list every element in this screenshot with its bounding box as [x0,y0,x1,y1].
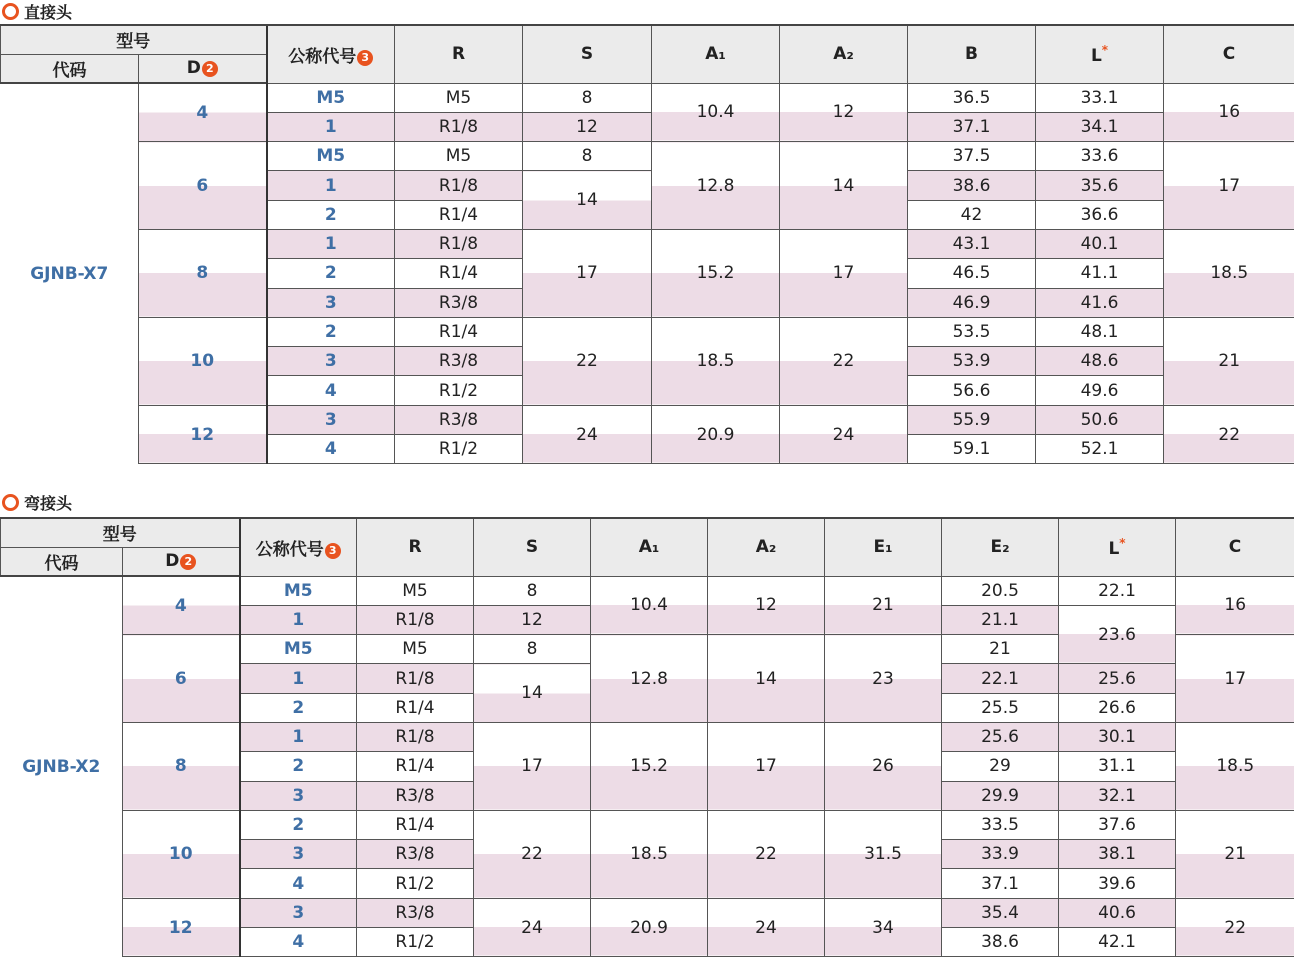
header-col-label: A₁ [705,44,726,65]
nominal-code: 1 [267,171,395,200]
dim-b: 43.1 [908,229,1036,258]
thread-r: R3/8 [357,781,474,810]
diameter-d: 10 [123,810,240,898]
dim-s: 12 [474,605,591,634]
header-code: 代码 [1,54,139,83]
dim-a2: 24 [780,405,908,464]
dim-l: 33.6 [1036,142,1164,171]
dim-l: 32.1 [1059,781,1176,810]
dim-a1: 20.9 [591,898,708,957]
header-model-group: 型号 [1,25,267,54]
dim-c: 21 [1176,810,1294,898]
dim-l: 40.1 [1036,229,1164,258]
dim-e2: 33.5 [942,810,1059,839]
dim-a2: 12 [708,576,825,635]
dim-b: 55.9 [908,405,1036,434]
dim-s: 14 [523,171,652,230]
dim-e1: 26 [825,722,942,810]
header-col-label: C [1228,537,1242,558]
header-col-2 [591,518,708,576]
header-nominal-code [240,518,357,576]
nominal-code: M5 [267,83,395,112]
thread-r: R1/2 [395,435,523,464]
thread-r: R1/4 [395,317,523,346]
dim-c: 17 [1176,635,1294,723]
dim-l: 26.6 [1059,693,1176,722]
circle-bullet-icon [2,494,19,511]
nominal-code: 3 [240,898,357,927]
header-col-4 [908,25,1036,83]
dim-a1: 18.5 [591,810,708,898]
dim-e1: 21 [825,576,942,635]
dim-s: 24 [474,898,591,957]
header-col-label: R [451,44,466,65]
dim-l: 48.6 [1036,347,1164,376]
dim-c: 22 [1164,405,1294,464]
dim-e1: 31.5 [825,810,942,898]
dim-e1: 34 [825,898,942,957]
header-col-2 [652,25,780,83]
header-code: 代码 [1,547,123,576]
dim-l: 39.6 [1059,869,1176,898]
header-col-6 [1059,518,1176,576]
dim-a1: 18.5 [652,317,780,405]
thread-r: R1/8 [357,722,474,751]
header-col-label: S [580,44,594,65]
nominal-code: M5 [240,635,357,664]
header-col-label: R [408,537,422,558]
dim-l: 40.6 [1059,898,1176,927]
header-d-label: D [186,58,201,79]
nominal-code: 1 [240,664,357,693]
thread-r: R3/8 [395,405,523,434]
dim-e1: 23 [825,635,942,723]
dim-e2: 29 [942,752,1059,781]
dim-c: 21 [1164,317,1294,405]
nominal-code: 1 [240,722,357,751]
dim-l: 36.6 [1036,200,1164,229]
thread-r: M5 [357,635,474,664]
dim-s: 8 [523,83,652,112]
nominal-code: 2 [240,693,357,722]
badge-2-icon: 2 [180,554,196,570]
dim-a2: 24 [708,898,825,957]
dim-c: 18.5 [1164,229,1294,317]
nominal-code: 4 [240,869,357,898]
thread-r: R1/2 [395,376,523,405]
nominal-code: 2 [267,317,395,346]
header-d-label: D [165,551,180,572]
circle-bullet-icon [2,3,19,20]
header-col-label: B [965,44,978,65]
dim-a1: 20.9 [652,405,780,464]
dim-b: 53.5 [908,317,1036,346]
thread-r: R3/8 [395,347,523,376]
table-row [1,722,1294,751]
thread-r: M5 [357,576,474,605]
header-col-label: S [525,537,539,558]
diameter-d: 12 [139,405,267,464]
header-col-3 [780,25,908,83]
thread-r: R3/8 [357,898,474,927]
dim-l: 41.6 [1036,288,1164,317]
thread-r: R1/2 [357,869,474,898]
nominal-code: 3 [240,840,357,869]
dim-l: 33.1 [1036,83,1164,112]
dim-c: 16 [1164,83,1294,142]
dim-a1: 15.2 [652,229,780,317]
dim-e2: 38.6 [942,928,1059,957]
dim-s: 8 [474,576,591,605]
header-col-4 [825,518,942,576]
nominal-code: 4 [267,435,395,464]
section-title-straight [2,0,72,22]
dim-c: 18.5 [1176,722,1294,810]
dim-a2: 22 [780,317,908,405]
header-col-1 [523,25,652,83]
dim-s: 17 [523,229,652,317]
header-nominal-label: 公称代号 [288,46,357,67]
header-nominal-label: 公称代号 [255,539,324,560]
dim-a1: 15.2 [591,722,708,810]
dim-a2: 12 [780,83,908,142]
thread-r: R3/8 [395,288,523,317]
nominal-code: 2 [240,810,357,839]
nominal-code: 3 [267,347,395,376]
table-row [1,142,1294,171]
dim-l: 41.1 [1036,259,1164,288]
nominal-code: 1 [267,229,395,258]
dim-a1: 10.4 [652,83,780,142]
dim-s: 8 [474,635,591,664]
table-row [1,810,1294,839]
dim-s: 14 [474,664,591,723]
dim-b: 36.5 [908,83,1036,112]
dim-l: 48.1 [1036,317,1164,346]
diameter-d: 6 [123,635,240,723]
header-nominal-code [267,25,395,83]
dim-a1: 10.4 [591,576,708,635]
dim-e2: 22.1 [942,664,1059,693]
dim-a2: 22 [708,810,825,898]
nominal-code: 3 [267,288,395,317]
dim-c: 17 [1164,142,1294,230]
dim-c: 22 [1176,898,1294,957]
header-col-5 [1036,25,1164,83]
dim-a2: 14 [780,142,908,230]
header-col-5 [942,518,1059,576]
diameter-d: 4 [123,576,240,635]
thread-r: R1/8 [357,664,474,693]
diameter-d: 6 [139,142,267,230]
dim-l: 34.1 [1036,112,1164,141]
nominal-code: 2 [267,200,395,229]
section-title-text: 弯接头 [24,493,73,513]
thread-r: R1/8 [395,171,523,200]
dim-s: 17 [474,722,591,810]
dim-s: 8 [523,142,652,171]
header-col-label: A₁ [638,537,660,558]
dim-c: 16 [1176,576,1294,635]
dim-a2: 17 [780,229,908,317]
header-col-label: A₂ [755,537,777,558]
table-row [1,405,1294,434]
dim-b: 37.1 [908,112,1036,141]
thread-r: R1/8 [357,605,474,634]
asterisk-icon: * [1119,535,1126,550]
thread-r: R1/4 [357,752,474,781]
dim-b: 46.9 [908,288,1036,317]
thread-r: R1/4 [357,810,474,839]
diameter-d: 10 [139,317,267,405]
dim-l: 35.6 [1036,171,1164,200]
header-col-3 [708,518,825,576]
diameter-d: 8 [123,722,240,810]
dim-b: 38.6 [908,171,1036,200]
model-code: GJNB-X2 [22,756,101,777]
dim-b: 46.5 [908,259,1036,288]
table-row [1,229,1294,258]
dim-l: 37.6 [1059,810,1176,839]
header-col-label: E₁ [873,537,893,558]
dim-a2: 17 [708,722,825,810]
header-model-group: 型号 [1,518,240,547]
dim-b: 42 [908,200,1036,229]
nominal-code: 2 [240,752,357,781]
badge-3-icon: 3 [325,543,341,559]
nominal-code: 3 [240,781,357,810]
dim-s: 24 [523,405,652,464]
dim-b: 53.9 [908,347,1036,376]
thread-r: R1/8 [395,229,523,258]
nominal-code: 1 [267,112,395,141]
dim-s: 22 [523,317,652,405]
dim-l: 30.1 [1059,722,1176,751]
dim-e2: 25.5 [942,693,1059,722]
header-col-label: C [1222,44,1236,65]
thread-r: R1/2 [357,928,474,957]
header-col-label: L [1090,45,1102,66]
thread-r: R1/4 [395,200,523,229]
header-d [123,547,240,576]
dim-e2: 21 [942,635,1059,664]
header-col-label: L [1108,538,1120,559]
model-code: GJNB-X7 [30,263,109,284]
dim-a1: 12.8 [591,635,708,723]
dim-e2: 35.4 [942,898,1059,927]
dim-s: 12 [523,112,652,141]
header-col-7 [1176,518,1294,576]
asterisk-icon: * [1101,42,1109,57]
table-row [1,317,1294,346]
dim-b: 59.1 [908,435,1036,464]
thread-r: M5 [395,83,523,112]
header-col-0 [357,518,474,576]
dim-l: 25.6 [1059,664,1176,693]
nominal-code: 4 [240,928,357,957]
dim-l: 22.1 [1059,576,1176,605]
section-title-elbow [2,491,72,513]
badge-3-icon: 3 [357,50,373,66]
dim-e2: 37.1 [942,869,1059,898]
diameter-d: 4 [139,83,267,142]
dim-l: 52.1 [1036,435,1164,464]
dim-a2: 14 [708,635,825,723]
nominal-code: M5 [267,142,395,171]
dim-b: 37.5 [908,142,1036,171]
dim-b: 56.6 [908,376,1036,405]
thread-r: R1/4 [395,259,523,288]
dim-e2: 29.9 [942,781,1059,810]
section-title-text: 直接头 [24,2,73,22]
dim-l: 31.1 [1059,752,1176,781]
header-col-0 [395,25,523,83]
header-col-1 [474,518,591,576]
nominal-code: 3 [267,405,395,434]
header-col-label: A₂ [833,44,854,65]
dim-l: 42.1 [1059,928,1176,957]
header-col-label: E₂ [990,537,1010,558]
nominal-code: 2 [267,259,395,288]
dim-e2: 25.6 [942,722,1059,751]
header-d [139,54,267,83]
dim-s: 22 [474,810,591,898]
thread-r: R1/4 [357,693,474,722]
dim-e2: 20.5 [942,576,1059,605]
nominal-code: 1 [240,605,357,634]
dim-a1: 12.8 [652,142,780,230]
dim-l: 50.6 [1036,405,1164,434]
table-row [1,576,1294,605]
table-row [1,898,1294,927]
diameter-d: 8 [139,229,267,317]
nominal-code: 4 [267,376,395,405]
dim-l: 49.6 [1036,376,1164,405]
thread-r: M5 [395,142,523,171]
diameter-d: 12 [123,898,240,957]
spec-table-straight [0,24,1294,464]
badge-2-icon: 2 [202,61,218,77]
dim-e2: 33.9 [942,840,1059,869]
dim-e2: 21.1 [942,605,1059,634]
thread-r: R3/8 [357,840,474,869]
dim-l: 38.1 [1059,840,1176,869]
spec-table-elbow [0,517,1294,957]
table-row [1,83,1294,112]
nominal-code: M5 [240,576,357,605]
dim-l: 23.6 [1059,605,1176,664]
thread-r: R1/8 [395,112,523,141]
header-col-6 [1164,25,1294,83]
